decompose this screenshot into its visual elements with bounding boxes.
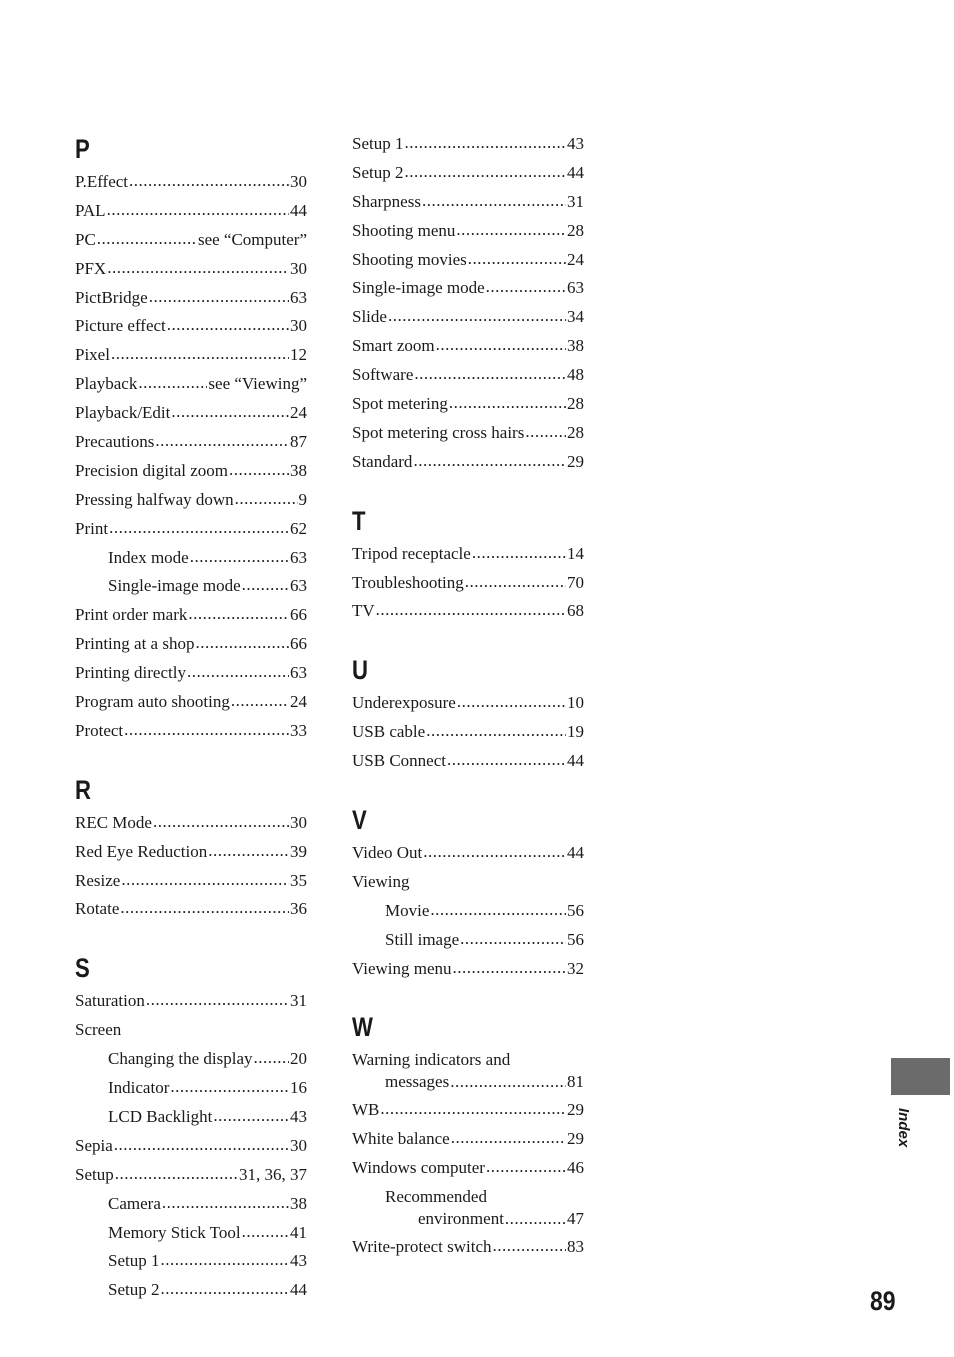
entry-page: 14	[567, 543, 584, 563]
entry-page: 12	[290, 345, 307, 365]
index-entry-spot-metering	[352, 390, 584, 419]
section-gap	[75, 924, 307, 949]
entry-page: 29	[567, 1100, 584, 1120]
index-entry-troubleshooting	[352, 569, 584, 598]
entry-page: 38	[290, 460, 307, 480]
leader-dots	[457, 688, 566, 717]
leader-dots	[111, 340, 289, 369]
index-column-right	[352, 130, 584, 1262]
index-entry-p-effect	[75, 168, 307, 197]
leader-dots	[486, 273, 566, 302]
index-entry-sharpness	[352, 188, 584, 217]
entry-term: White balance	[352, 1129, 450, 1149]
entry-term: Resize	[75, 870, 121, 890]
entry-page: 44	[290, 200, 307, 220]
section-letter-s: S	[75, 953, 90, 984]
leader-dots	[115, 1160, 238, 1189]
entry-page: 81	[567, 1071, 584, 1091]
leader-dots	[231, 687, 289, 716]
entry-page: 44	[567, 162, 584, 182]
entry-term: Setup 2	[108, 1280, 160, 1300]
index-entry-single-image-mode	[352, 274, 584, 303]
entry-term: Protect	[75, 720, 124, 740]
entry-term: USB cable	[352, 722, 426, 742]
entry-page: 30	[290, 812, 307, 832]
entry-page: 83	[567, 1237, 584, 1257]
leader-dots	[187, 658, 289, 687]
entry-term: Viewing	[352, 871, 410, 891]
entry-page: 20	[290, 1049, 307, 1069]
index-entry-setup	[75, 1161, 307, 1190]
leader-dots	[160, 1275, 289, 1304]
entry-page: 28	[567, 394, 584, 414]
entry-term: Sharpness	[352, 191, 421, 211]
index-entry-smart-zoom	[352, 332, 584, 361]
entry-page: 30	[290, 316, 307, 336]
index-entry-precautions	[75, 428, 307, 457]
entry-page: 63	[290, 287, 307, 307]
index-entry-white-balance	[352, 1125, 584, 1154]
entry-page: 63	[567, 278, 584, 298]
entry-term: Write-protect switch	[352, 1237, 492, 1257]
section-letter-w: W	[352, 1012, 373, 1043]
entry-term-continued: environment	[418, 1208, 504, 1228]
entry-term: Pressing halfway down	[75, 489, 234, 509]
section-tab-marker	[891, 1058, 950, 1095]
leader-dots	[195, 629, 289, 658]
leader-dots	[97, 225, 197, 254]
entry-page: 48	[567, 365, 584, 385]
index-subentry-changing-the-display	[75, 1045, 307, 1074]
entry-term: Spot metering	[352, 394, 448, 414]
entry-page: 36	[290, 899, 307, 919]
index-entry-printing-at-a-shop	[75, 630, 307, 659]
leader-dots	[525, 418, 566, 447]
leader-dots	[472, 539, 566, 568]
entry-page: 63	[290, 663, 307, 683]
index-entry-write-protect-switch	[352, 1233, 584, 1262]
entry-page: 44	[290, 1280, 307, 1300]
entry-term: Still image	[385, 929, 460, 949]
leader-dots	[155, 427, 289, 456]
index-entry-pc	[75, 226, 307, 255]
section-letter-t: T	[352, 505, 366, 536]
leader-dots	[129, 167, 289, 196]
entry-page: 56	[567, 929, 584, 949]
entry-term: Video Out	[352, 843, 423, 863]
entry-term: P.Effect	[75, 172, 129, 191]
index-entry-recommended	[352, 1183, 584, 1233]
leader-dots	[149, 283, 289, 312]
entry-page: 63	[290, 547, 307, 567]
entry-page: 19	[567, 722, 584, 742]
index-entry-standard	[352, 448, 584, 477]
index-entry-program-auto-shooting	[75, 688, 307, 717]
entry-term: Standard	[352, 451, 413, 471]
index-entry-playback	[75, 370, 307, 399]
leader-dots	[465, 568, 566, 597]
entry-page: 31	[567, 191, 584, 211]
entry-page: 46	[567, 1158, 584, 1178]
leader-dots	[505, 1208, 566, 1230]
entry-term: Pixel	[75, 345, 110, 365]
index-entry-pictbridge	[75, 284, 307, 313]
section-letter-p: P	[75, 134, 90, 164]
section-tab-label	[890, 1108, 930, 1152]
entry-page: 63	[290, 576, 307, 596]
leader-dots	[188, 600, 289, 629]
entry-term: PFX	[75, 258, 107, 278]
entry-term: Setup	[75, 1164, 114, 1184]
index-entry-wb	[352, 1096, 584, 1125]
section-letter-v: V	[352, 805, 367, 836]
index-entry-tv	[352, 597, 584, 626]
section-gap	[352, 477, 584, 502]
entry-term: WB	[352, 1100, 380, 1120]
entry-term: Slide	[352, 307, 387, 327]
index-subentry-still-image	[352, 926, 584, 955]
entry-page: 29	[567, 451, 584, 471]
index-entry-precision-digital-zoom	[75, 457, 307, 486]
entry-page: 56	[567, 900, 584, 920]
leader-dots	[171, 398, 289, 427]
index-entry-red-eye-reduction	[75, 838, 307, 867]
entry-term: Shooting movies	[352, 249, 467, 269]
index-entry-shooting-movies	[352, 246, 584, 275]
entry-page: 29	[567, 1129, 584, 1149]
entry-term: Changing the display	[108, 1049, 253, 1069]
entry-term: PC	[75, 229, 96, 249]
section-tab-text: Index	[895, 1108, 912, 1148]
entry-page: 70	[567, 572, 584, 592]
leader-dots	[436, 331, 566, 360]
entry-page: 31	[290, 991, 307, 1011]
index-entry-picture-effect	[75, 312, 307, 341]
entry-term: Screen	[75, 1020, 122, 1040]
leader-dots	[451, 1124, 566, 1153]
leader-dots	[124, 716, 289, 745]
leader-dots	[107, 196, 289, 225]
entry-term: Playback	[75, 374, 138, 394]
entry-term: Saturation	[75, 991, 145, 1011]
index-subentry-movie	[352, 897, 584, 926]
entry-page: 41	[290, 1222, 307, 1242]
entry-term: Setup 1	[108, 1251, 160, 1271]
section-letter-u: U	[352, 655, 368, 686]
entry-page: 44	[567, 843, 584, 863]
index-entry-viewing-menu	[352, 955, 584, 984]
index-entry-print	[75, 515, 307, 544]
entry-term: Print	[75, 518, 109, 538]
entry-term: Spot metering cross hairs	[352, 422, 525, 442]
index-subentry-lcd-backlight	[75, 1103, 307, 1132]
index-entry-print-order-mark	[75, 601, 307, 630]
entry-page: 66	[290, 634, 307, 654]
leader-dots	[242, 1218, 289, 1247]
index-entry-screen	[75, 1016, 307, 1045]
entry-term: USB Connect	[352, 751, 446, 771]
leader-dots	[235, 485, 298, 514]
index-entry-video-out	[352, 839, 584, 868]
leader-dots	[114, 1131, 289, 1160]
entry-page: 35	[290, 870, 307, 890]
index-subentry-indicator	[75, 1074, 307, 1103]
index-entry-pressing-halfway-down	[75, 486, 307, 515]
leader-dots	[146, 986, 289, 1015]
entry-page: 38	[290, 1193, 307, 1213]
entry-page: 68	[567, 601, 584, 621]
entry-page: see “Computer”	[197, 229, 307, 249]
entry-term: Single-image mode	[108, 576, 241, 596]
entry-term: Troubleshooting	[352, 572, 464, 592]
entry-term: LCD Backlight	[108, 1106, 213, 1126]
entry-page: 28	[567, 220, 584, 240]
index-entry-rotate	[75, 895, 307, 924]
entry-page: 33	[290, 720, 307, 740]
entry-term: Memory Stick Tool	[108, 1222, 241, 1242]
leader-dots	[138, 369, 207, 398]
entry-term: Rotate	[75, 899, 120, 919]
entry-term: Movie	[385, 900, 430, 920]
entry-term: Setup 2	[352, 162, 404, 182]
index-entry-windows-computer	[352, 1154, 584, 1183]
entry-page: 30	[290, 172, 307, 191]
index-entry-protect	[75, 717, 307, 746]
entry-term: Precision digital zoom	[75, 460, 228, 480]
leader-dots	[453, 954, 566, 983]
leader-dots	[460, 925, 566, 954]
entry-term: Single-image mode	[352, 278, 485, 298]
entry-page: 9	[298, 489, 307, 509]
leader-dots	[167, 311, 289, 340]
leader-dots	[153, 808, 289, 837]
leader-dots	[253, 1044, 289, 1073]
index-subentry-single-image-mode	[75, 572, 307, 601]
entry-page: 32	[567, 958, 584, 978]
page-number: 89	[870, 1286, 896, 1316]
section-gap	[352, 626, 584, 651]
index-entry-pal	[75, 197, 307, 226]
leader-dots	[162, 1189, 289, 1218]
entry-page: 43	[567, 134, 584, 153]
entry-term: Print order mark	[75, 605, 188, 625]
index-entry-sepia	[75, 1132, 307, 1161]
leader-dots	[388, 302, 566, 331]
leader-dots	[404, 158, 566, 187]
entry-page: 43	[290, 1251, 307, 1271]
entry-page: see “Viewing”	[208, 374, 307, 394]
index-entry-viewing	[352, 868, 584, 897]
leader-dots	[376, 596, 566, 625]
index-entry-setup-2	[352, 159, 584, 188]
index-entry-slide	[352, 303, 584, 332]
entry-term: Precautions	[75, 432, 155, 452]
leader-dots	[450, 1071, 566, 1093]
entry-term: Printing at a shop	[75, 634, 195, 654]
leader-dots	[160, 1246, 289, 1275]
leader-dots	[208, 837, 289, 866]
index-subentry-setup-1	[75, 1247, 307, 1276]
index-entry-pixel	[75, 341, 307, 370]
leader-dots	[229, 456, 289, 485]
leader-dots	[120, 894, 289, 923]
leader-dots	[423, 838, 566, 867]
entry-page: 10	[567, 693, 584, 713]
entry-term: Setup 1	[352, 134, 404, 153]
entry-page: 24	[290, 403, 307, 423]
entry-term: REC Mode	[75, 812, 152, 832]
index-entry-shooting-menu	[352, 217, 584, 246]
entry-term: Tripod receptacle	[352, 543, 471, 563]
entry-term: Camera	[108, 1193, 161, 1213]
entry-page: 66	[290, 605, 307, 625]
leader-dots	[468, 245, 566, 274]
leader-dots	[213, 1102, 289, 1131]
entry-page: 34	[567, 307, 584, 327]
leader-dots	[109, 514, 289, 543]
entry-term: Viewing menu	[352, 958, 452, 978]
leader-dots	[449, 389, 566, 418]
leader-dots	[413, 447, 566, 476]
index-entry-saturation	[75, 987, 307, 1016]
entry-term: Playback/Edit	[75, 403, 171, 423]
entry-page: 87	[290, 432, 307, 452]
entry-page: 24	[567, 249, 584, 269]
leader-dots	[430, 896, 566, 925]
leader-dots	[107, 254, 289, 283]
section-gap	[352, 776, 584, 801]
entry-term: PAL	[75, 200, 106, 220]
section-gap	[75, 746, 307, 771]
index-column-left	[75, 130, 307, 1305]
index-entry-pfx	[75, 255, 307, 284]
index-entry-playback-edit	[75, 399, 307, 428]
entry-page: 38	[567, 336, 584, 356]
entry-term: Indicator	[108, 1078, 170, 1098]
entry-term: TV	[352, 601, 375, 621]
entry-term: Recommended	[385, 1187, 487, 1207]
index-entry-setup-1	[352, 130, 584, 159]
entry-page: 28	[567, 422, 584, 442]
index-subentry-camera	[75, 1190, 307, 1219]
index-entry-spot-metering-cross-hairs	[352, 419, 584, 448]
entry-page: 43	[290, 1106, 307, 1126]
leader-dots	[121, 866, 289, 895]
entry-page: 24	[290, 692, 307, 712]
entry-term: Printing directly	[75, 663, 186, 683]
entry-term: Underexposure	[352, 693, 456, 713]
entry-page: 31, 36, 37	[239, 1164, 307, 1184]
index-entry-warning-indicators-and	[352, 1046, 584, 1096]
leader-dots	[426, 717, 566, 746]
entry-term: Program auto shooting	[75, 692, 230, 712]
entry-page: 47	[567, 1208, 584, 1228]
index-entry-underexposure	[352, 689, 584, 718]
entry-page: 39	[290, 841, 307, 861]
entry-term: PictBridge	[75, 287, 148, 307]
leader-dots	[242, 571, 289, 600]
entry-term: Smart zoom	[352, 336, 435, 356]
index-subentry-setup-2	[75, 1276, 307, 1305]
entry-term: Windows computer	[352, 1158, 485, 1178]
leader-dots	[422, 187, 566, 216]
leader-dots	[493, 1232, 566, 1261]
leader-dots	[380, 1095, 566, 1124]
leader-dots	[190, 543, 289, 572]
section-gap	[352, 983, 584, 1008]
leader-dots	[456, 216, 566, 245]
index-subentry-memory-stick-tool	[75, 1219, 307, 1248]
entry-page: 16	[290, 1078, 307, 1098]
entry-page: 62	[290, 518, 307, 538]
index-entry-resize	[75, 867, 307, 896]
entry-term: Index mode	[108, 547, 189, 567]
leader-dots	[414, 360, 566, 389]
entry-term: Software	[352, 365, 414, 385]
index-subentry-index-mode	[75, 544, 307, 573]
entry-term: Warning indicators and	[352, 1050, 511, 1070]
index-entry-software	[352, 361, 584, 390]
entry-page: 30	[290, 258, 307, 278]
index-entry-usb-connect	[352, 747, 584, 776]
entry-term: Red Eye Reduction	[75, 841, 208, 861]
index-entry-rec-mode	[75, 809, 307, 838]
leader-dots	[404, 129, 566, 158]
leader-dots	[486, 1153, 566, 1182]
index-entry-tripod-receptacle	[352, 540, 584, 569]
section-letter-r: R	[75, 774, 91, 805]
leader-dots	[447, 746, 566, 775]
entry-page: 44	[567, 751, 584, 771]
leader-dots	[170, 1073, 289, 1102]
index-entry-usb-cable	[352, 718, 584, 747]
entry-page: 30	[290, 1135, 307, 1155]
entry-term: Sepia	[75, 1135, 113, 1155]
entry-term-continued: messages	[385, 1071, 450, 1091]
entry-term: Shooting menu	[352, 220, 456, 240]
entry-term: Picture effect	[75, 316, 166, 336]
index-entry-printing-directly	[75, 659, 307, 688]
